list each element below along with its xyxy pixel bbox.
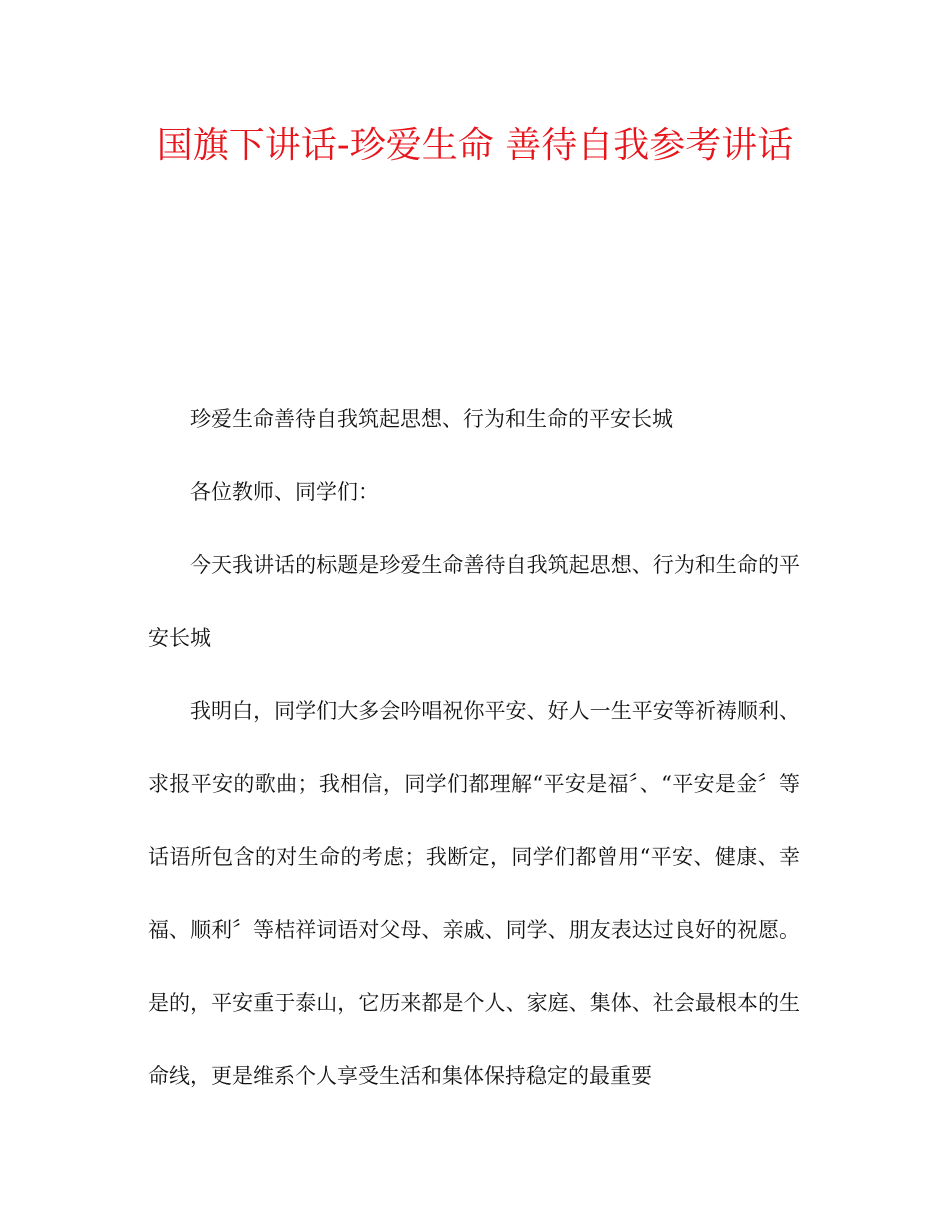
paragraph-main: 我明白，同学们大多会吟唱祝你平安、好人一生平安等祈祷顺利、求报平安的歌曲；我相信，同学们都理解“平安是福〞、“平安是金〞等话语所包含的对生命的考虑；我断定，同学们都曾用“平安、健康、幸福、顺利〞等桔祥词语对父母、亲戚、同学、朋友表达过良好的祝愿。是的，平安重于泰山，它历来都是个人、家庭、集体、社会最根本的生命线，更是维系个人享受生活和集体保持稳定的最重要	[148, 699, 800, 1088]
paragraph-greeting: 各位教师、同学们：	[190, 480, 379, 504]
paragraph-subtitle: 珍爱生命善待自我筑起思想、行为和生命的平安长城	[190, 407, 673, 431]
document-body	[148, 383, 800, 1113]
paragraph-topic: 今天我讲话的标题是珍爱生命善待自我筑起思想、行为和生命的平安长城	[148, 553, 800, 650]
page-title: 国旗下讲话-珍爱生命 善待自我参考讲话	[156, 125, 794, 166]
